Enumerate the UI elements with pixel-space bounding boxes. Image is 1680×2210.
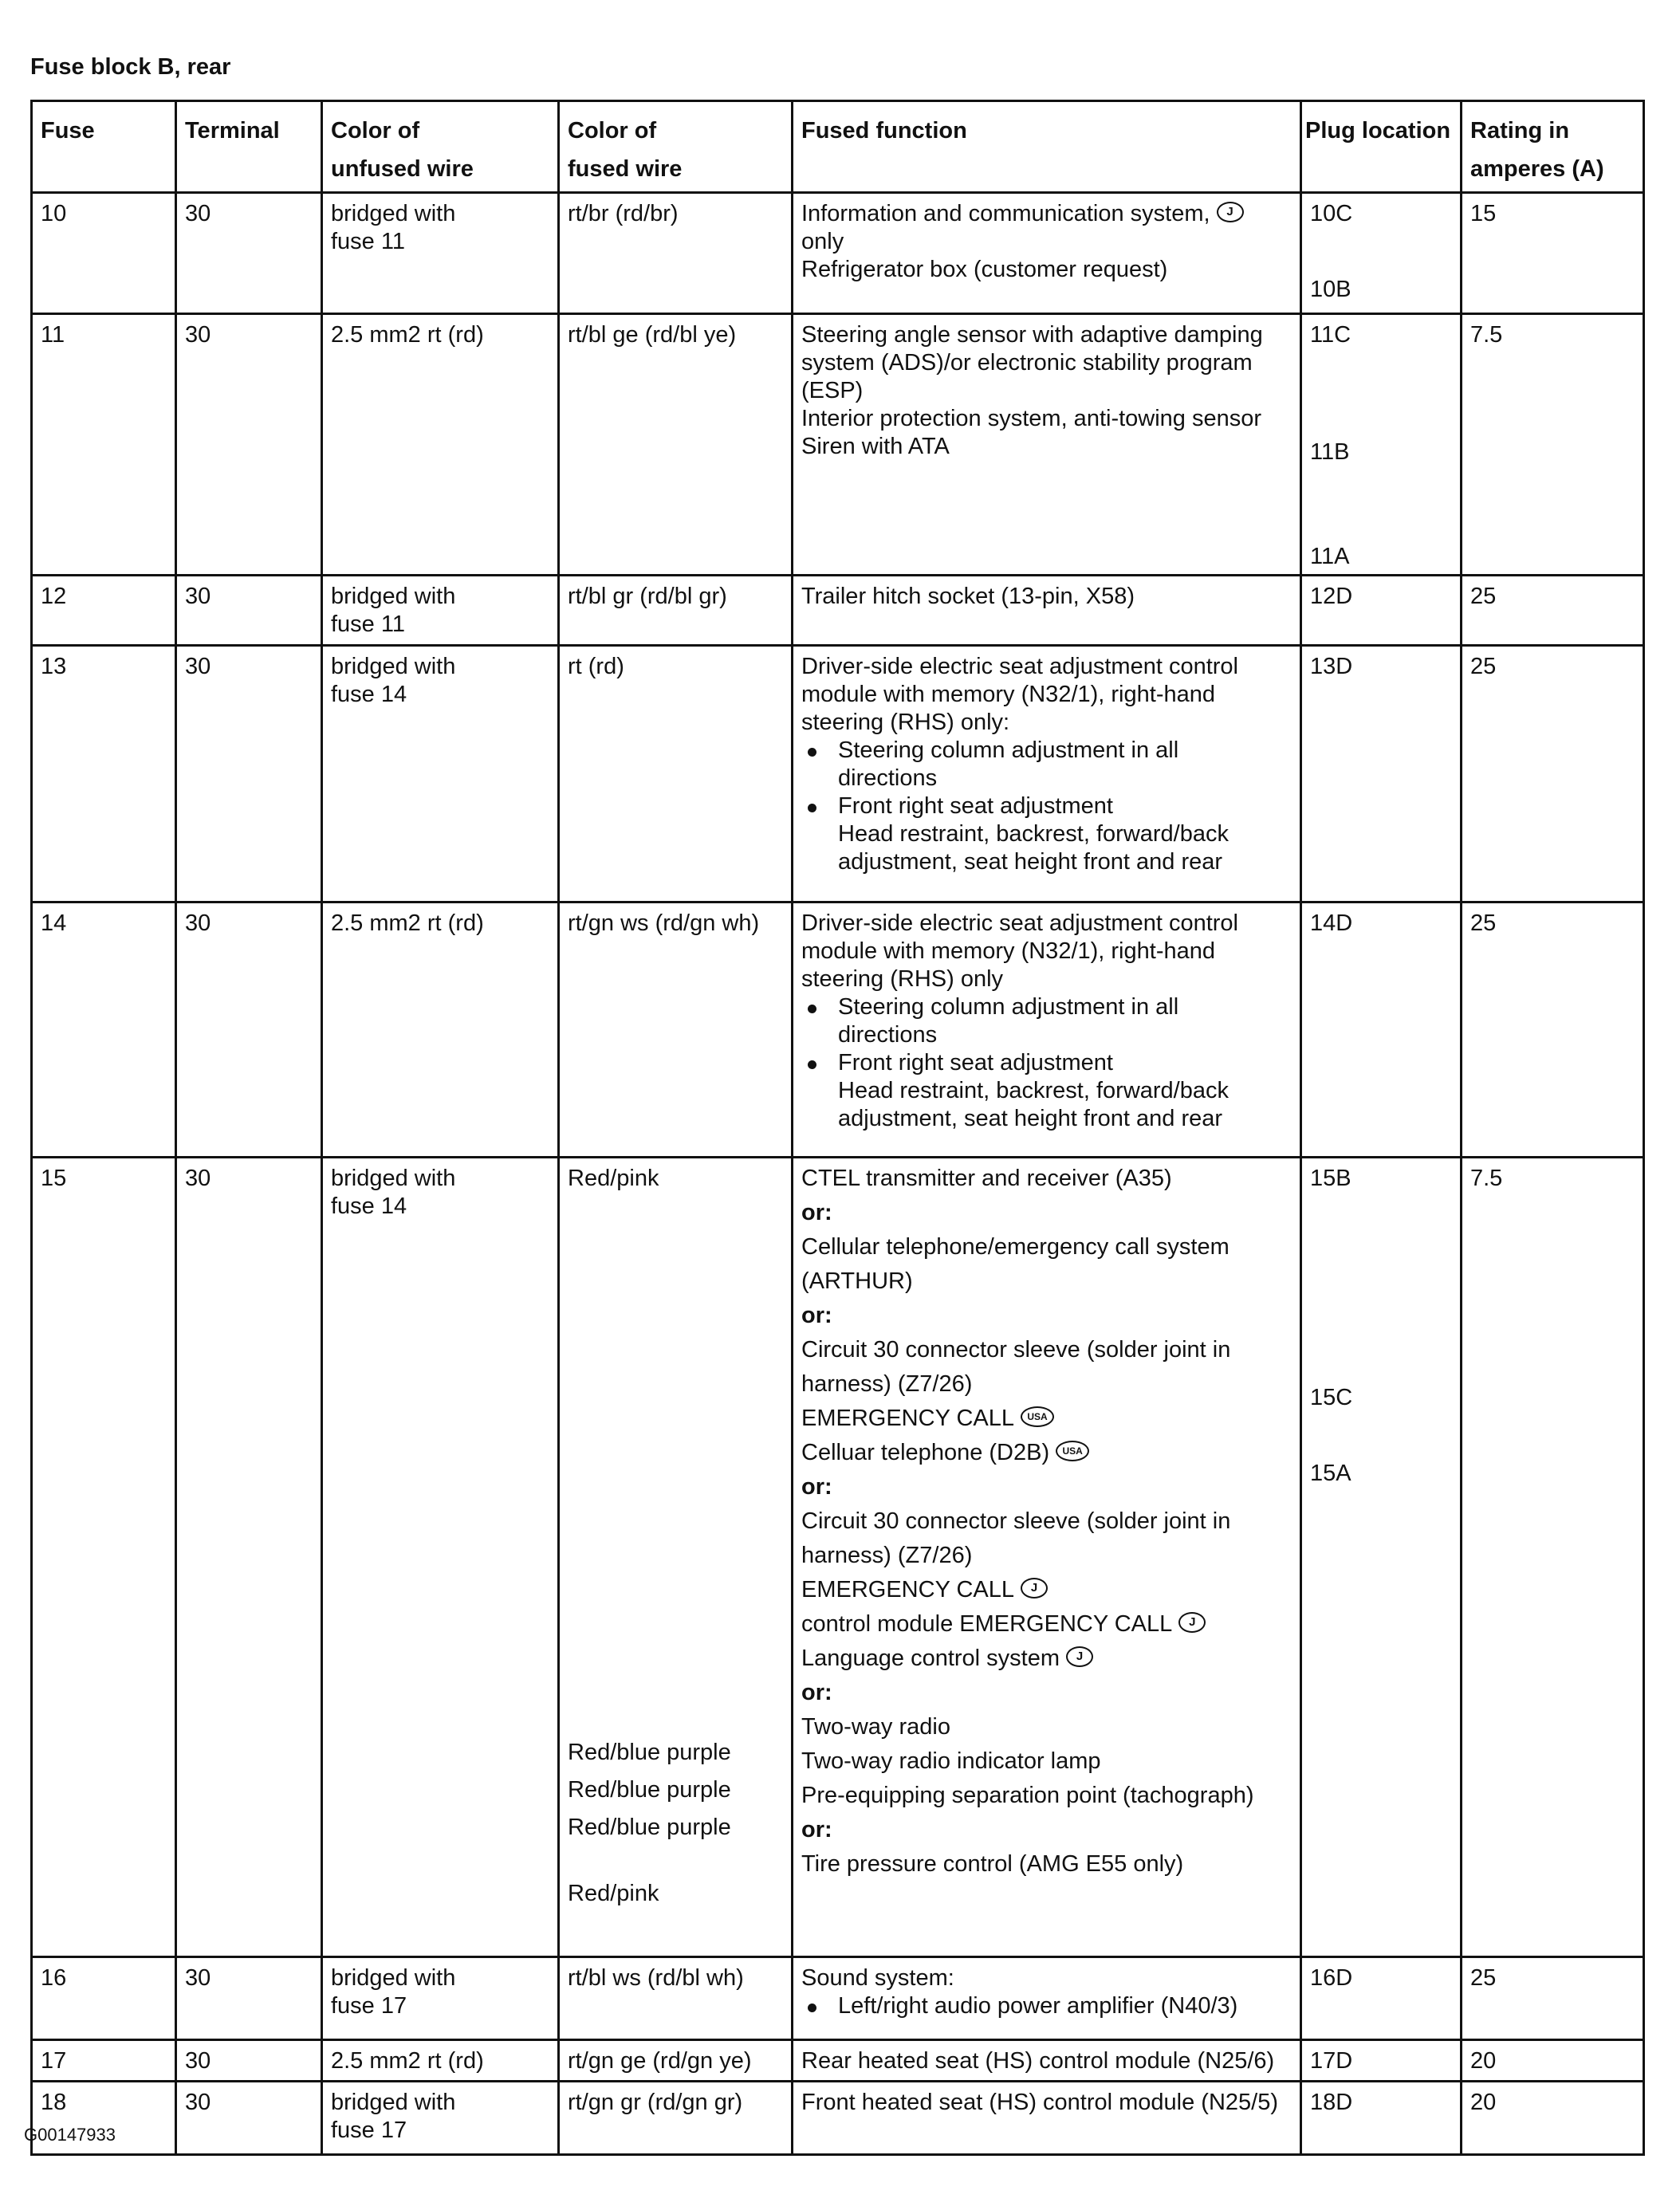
rating-cell: 25 bbox=[1462, 1957, 1644, 2040]
function-text: Left/right audio power amplifier (N40/3) bbox=[838, 1993, 1238, 2019]
fused-function-cell bbox=[793, 2040, 1301, 2082]
function-line bbox=[801, 2089, 1292, 2117]
function-text: Front right seat adjustment bbox=[838, 793, 1113, 819]
header-fuse: Fuse bbox=[32, 101, 176, 193]
fused-wire-cell bbox=[559, 576, 793, 646]
fused-wire-cell bbox=[559, 193, 793, 314]
plug-location: 10B bbox=[1310, 277, 1351, 302]
table-row bbox=[32, 2040, 1644, 2082]
fused-wire-line: rt/br (rd/br) bbox=[568, 201, 679, 226]
plug-location: 16D bbox=[1310, 1965, 1353, 1991]
or-separator bbox=[801, 1679, 1292, 1707]
or-separator bbox=[801, 1816, 1292, 1844]
fuse-number-cell: 13 bbox=[32, 646, 176, 902]
function-line bbox=[801, 1439, 1292, 1467]
fused-wire-line: Red/pink bbox=[568, 1881, 659, 1906]
unfused-wire-cell bbox=[322, 193, 559, 314]
function-line bbox=[801, 1713, 1292, 1741]
fused-function-cell bbox=[793, 1158, 1301, 1957]
plug-location: 14D bbox=[1310, 910, 1353, 936]
plug-location-cell bbox=[1301, 902, 1462, 1158]
function-text: Sound system: bbox=[801, 1965, 954, 1991]
plug-location-cell bbox=[1301, 646, 1462, 902]
unfused-wire-line: bridged with bbox=[331, 584, 456, 609]
terminal-cell: 30 bbox=[176, 576, 322, 646]
usa-market-icon: USA bbox=[1021, 1406, 1054, 1427]
fused-wire-cell bbox=[559, 1158, 793, 1957]
function-line bbox=[801, 965, 1292, 993]
header-unfused-wire: Color of unfused wire bbox=[322, 101, 559, 193]
header-fused-wire: Color of fused wire bbox=[559, 101, 793, 193]
header-plug-location: Plug location bbox=[1301, 101, 1462, 193]
or-separator bbox=[801, 1302, 1292, 1330]
function-text: Head restraint, backrest, forward/back bbox=[838, 821, 1229, 847]
function-text: directions bbox=[838, 1022, 938, 1048]
fused-wire-cell bbox=[559, 1957, 793, 2040]
function-line bbox=[801, 1268, 1292, 1296]
function-line bbox=[801, 1992, 1292, 2020]
function-text: Cellular telephone/emergency call system bbox=[801, 1234, 1230, 1260]
fuse-number-cell: 17 bbox=[32, 2040, 176, 2082]
plug-location: 12D bbox=[1310, 584, 1353, 609]
function-line bbox=[801, 321, 1292, 349]
unfused-wire-cell bbox=[322, 902, 559, 1158]
plug-location: 11B bbox=[1310, 439, 1350, 465]
terminal-cell: 30 bbox=[176, 1158, 322, 1957]
fuse-number-cell: 10 bbox=[32, 193, 176, 314]
function-text: or: bbox=[801, 1474, 832, 1500]
function-line bbox=[801, 1077, 1292, 1105]
function-text: Siren with ATA bbox=[801, 434, 950, 459]
fuse-number-cell: 12 bbox=[32, 576, 176, 646]
function-text: Trailer hitch socket (13-pin, X58) bbox=[801, 584, 1135, 609]
plug-location-cell bbox=[1301, 1957, 1462, 2040]
fused-wire-cell bbox=[559, 646, 793, 902]
function-text: (ARTHUR) bbox=[801, 1268, 913, 1294]
function-line bbox=[801, 848, 1292, 876]
fuse-number-cell: 14 bbox=[32, 902, 176, 1158]
rating-cell: 25 bbox=[1462, 646, 1644, 902]
fuse-number-cell: 18 bbox=[32, 2082, 176, 2155]
fused-wire-line: rt/bl ws (rd/bl wh) bbox=[568, 1965, 744, 1991]
function-text: Driver-side electric seat adjustment control bbox=[801, 910, 1238, 936]
fused-function-cell bbox=[793, 193, 1301, 314]
fused-wire-cell bbox=[559, 2040, 793, 2082]
function-line bbox=[801, 792, 1292, 820]
function-text: or: bbox=[801, 1200, 832, 1225]
function-text: only bbox=[801, 229, 844, 254]
usa-market-icon: USA bbox=[1056, 1441, 1089, 1461]
plug-location: 15A bbox=[1310, 1461, 1351, 1486]
unfused-wire-line: 2.5 mm2 rt (rd) bbox=[331, 910, 484, 936]
fuse-number-cell: 15 bbox=[32, 1158, 176, 1957]
fused-wire-line: rt/bl gr (rd/bl gr) bbox=[568, 584, 727, 609]
fused-wire-cell bbox=[559, 902, 793, 1158]
page-title: Fuse block B, rear bbox=[30, 54, 231, 80]
unfused-wire-cell bbox=[322, 2082, 559, 2155]
plug-location-cell bbox=[1301, 2040, 1462, 2082]
function-text: steering (RHS) only: bbox=[801, 710, 1010, 735]
unfused-wire-line: bridged with bbox=[331, 201, 456, 226]
unfused-wire-line: 2.5 mm2 rt (rd) bbox=[331, 2048, 484, 2074]
plug-location: 17D bbox=[1310, 2048, 1353, 2074]
table-row bbox=[32, 2082, 1644, 2155]
function-text: Interior protection system, anti-towing sensor bbox=[801, 406, 1262, 431]
table-row bbox=[32, 314, 1644, 576]
fused-wire-line: Red/blue purple bbox=[568, 1777, 731, 1803]
function-text: Head restraint, backrest, forward/back bbox=[838, 1078, 1229, 1103]
function-line bbox=[801, 1964, 1292, 1992]
unfused-wire-line: bridged with bbox=[331, 654, 456, 679]
rating-cell: 7.5 bbox=[1462, 314, 1644, 576]
fused-wire-line: rt/gn gr (rd/gn gr) bbox=[568, 2090, 743, 2115]
function-text: harness) (Z7/26) bbox=[801, 1543, 973, 1568]
function-line bbox=[801, 1542, 1292, 1570]
japan-market-icon: J bbox=[1066, 1646, 1093, 1667]
function-line bbox=[801, 653, 1292, 681]
fused-function-cell bbox=[793, 902, 1301, 1158]
plug-location-cell bbox=[1301, 314, 1462, 576]
function-line bbox=[801, 765, 1292, 792]
function-text: (ESP) bbox=[801, 378, 864, 403]
function-text: Celluar telephone (D2B) bbox=[801, 1440, 1050, 1465]
fuse-number-cell: 16 bbox=[32, 1957, 176, 2040]
header-rating: Rating in amperes (A) bbox=[1462, 101, 1644, 193]
fused-function-cell bbox=[793, 2082, 1301, 2155]
function-line bbox=[801, 820, 1292, 848]
function-text: Circuit 30 connector sleeve (solder joint in bbox=[801, 1337, 1231, 1363]
japan-market-icon: J bbox=[1178, 1612, 1206, 1633]
fused-wire-line: rt (rd) bbox=[568, 654, 624, 679]
function-line bbox=[801, 1049, 1292, 1077]
japan-market-icon: J bbox=[1021, 1578, 1048, 1599]
terminal-cell: 30 bbox=[176, 1957, 322, 2040]
function-text: or: bbox=[801, 1303, 832, 1328]
function-text: Front heated seat (HS) control module (N25/5) bbox=[801, 2090, 1278, 2115]
table-row bbox=[32, 193, 1644, 314]
function-line bbox=[801, 1782, 1292, 1810]
function-line bbox=[801, 1021, 1292, 1049]
or-separator bbox=[801, 1199, 1292, 1227]
fused-wire-line: rt/gn ws (rd/gn wh) bbox=[568, 910, 760, 936]
plug-location: 15C bbox=[1310, 1385, 1353, 1410]
function-text: Driver-side electric seat adjustment control bbox=[801, 654, 1238, 679]
function-text: directions bbox=[838, 765, 938, 791]
unfused-wire-cell bbox=[322, 1957, 559, 2040]
function-text: Rear heated seat (HS) control module (N25/6) bbox=[801, 2048, 1275, 2074]
fused-wire-cell bbox=[559, 314, 793, 576]
function-text: Language control system bbox=[801, 1646, 1060, 1671]
function-line bbox=[801, 1645, 1292, 1673]
terminal-cell: 30 bbox=[176, 646, 322, 902]
function-line bbox=[801, 1850, 1292, 1878]
terminal-cell: 30 bbox=[176, 2082, 322, 2155]
function-line bbox=[801, 709, 1292, 737]
function-text: EMERGENCY CALL bbox=[801, 1577, 1014, 1602]
function-text: Refrigerator box (customer request) bbox=[801, 257, 1168, 282]
fused-wire-line: rt/bl ge (rd/bl ye) bbox=[568, 322, 737, 348]
terminal-cell: 30 bbox=[176, 314, 322, 576]
image-code: G00147933 bbox=[24, 2125, 116, 2145]
unfused-wire-cell bbox=[322, 646, 559, 902]
unfused-wire-line: bridged with bbox=[331, 2090, 456, 2115]
function-text: harness) (Z7/26) bbox=[801, 1371, 973, 1397]
fused-function-cell bbox=[793, 314, 1301, 576]
japan-market-icon: J bbox=[1217, 202, 1244, 222]
function-text: adjustment, seat height front and rear bbox=[838, 849, 1223, 875]
fused-function-cell bbox=[793, 576, 1301, 646]
terminal-cell: 30 bbox=[176, 2040, 322, 2082]
function-text: control module EMERGENCY CALL bbox=[801, 1611, 1173, 1637]
function-text: Tire pressure control (AMG E55 only) bbox=[801, 1851, 1184, 1877]
function-line bbox=[801, 1576, 1292, 1604]
plug-location-cell bbox=[1301, 1158, 1462, 1957]
fused-wire-line: rt/gn ge (rd/gn ye) bbox=[568, 2048, 752, 2074]
function-text: Steering column adjustment in all bbox=[838, 994, 1179, 1020]
table-row bbox=[32, 646, 1644, 902]
plug-location: 11A bbox=[1310, 544, 1350, 569]
function-line bbox=[801, 405, 1292, 433]
fused-wire-line: Red/pink bbox=[568, 1166, 659, 1191]
terminal-cell: 30 bbox=[176, 902, 322, 1158]
function-text: Steering column adjustment in all bbox=[838, 737, 1179, 763]
fuse-number-cell: 11 bbox=[32, 314, 176, 576]
unfused-wire-line: fuse 17 bbox=[331, 1993, 407, 2019]
function-text: Pre-equipping separation point (tachograph) bbox=[801, 1783, 1254, 1808]
fuse-table-body bbox=[32, 193, 1644, 2155]
plug-location: 13D bbox=[1310, 654, 1353, 679]
function-text: CTEL transmitter and receiver (A35) bbox=[801, 1166, 1172, 1191]
function-line bbox=[801, 1233, 1292, 1261]
function-line bbox=[801, 583, 1292, 611]
function-line bbox=[801, 349, 1292, 377]
function-text: Two-way radio indicator lamp bbox=[801, 1748, 1101, 1774]
unfused-wire-cell bbox=[322, 2040, 559, 2082]
unfused-wire-cell bbox=[322, 576, 559, 646]
unfused-wire-line: bridged with bbox=[331, 1965, 456, 1991]
unfused-wire-cell bbox=[322, 314, 559, 576]
unfused-wire-line: bridged with bbox=[331, 1166, 456, 1191]
unfused-wire-line: fuse 11 bbox=[331, 611, 405, 637]
function-line bbox=[801, 910, 1292, 938]
function-line bbox=[801, 1748, 1292, 1775]
rating-cell: 25 bbox=[1462, 902, 1644, 1158]
rating-cell: 20 bbox=[1462, 2040, 1644, 2082]
header-fused-function: Fused function bbox=[793, 101, 1301, 193]
plug-location: 11C bbox=[1310, 322, 1351, 348]
function-text: Circuit 30 connector sleeve (solder joint in bbox=[801, 1508, 1231, 1534]
plug-location: 18D bbox=[1310, 2090, 1353, 2115]
function-line bbox=[801, 681, 1292, 709]
function-text: or: bbox=[801, 1817, 832, 1842]
function-line bbox=[801, 1105, 1292, 1133]
function-text: Front right seat adjustment bbox=[838, 1050, 1113, 1076]
or-separator bbox=[801, 1473, 1292, 1501]
unfused-wire-line: fuse 17 bbox=[331, 2118, 407, 2143]
table-row bbox=[32, 1158, 1644, 1957]
fused-wire-line: Red/blue purple bbox=[568, 1740, 731, 1765]
function-text: Steering angle sensor with adaptive damping bbox=[801, 322, 1263, 348]
function-line bbox=[801, 2047, 1292, 2075]
terminal-cell: 30 bbox=[176, 193, 322, 314]
function-text: steering (RHS) only bbox=[801, 966, 1004, 992]
function-line bbox=[801, 1165, 1292, 1193]
function-line bbox=[801, 377, 1292, 405]
fused-function-cell bbox=[793, 646, 1301, 902]
unfused-wire-line: fuse 11 bbox=[331, 229, 405, 254]
rating-cell: 7.5 bbox=[1462, 1158, 1644, 1957]
function-line bbox=[801, 938, 1292, 965]
fused-function-cell bbox=[793, 1957, 1301, 2040]
function-line bbox=[801, 1610, 1292, 1638]
function-line bbox=[801, 1336, 1292, 1364]
unfused-wire-cell bbox=[322, 1158, 559, 1957]
function-text: or: bbox=[801, 1680, 832, 1705]
function-line bbox=[801, 737, 1292, 765]
fused-wire-line: Red/blue purple bbox=[568, 1815, 731, 1840]
function-text: EMERGENCY CALL bbox=[801, 1406, 1014, 1431]
function-line bbox=[801, 1370, 1292, 1398]
unfused-wire-line: fuse 14 bbox=[331, 682, 407, 707]
plug-location-cell bbox=[1301, 2082, 1462, 2155]
table-row bbox=[32, 902, 1644, 1158]
function-line bbox=[801, 200, 1292, 228]
function-text: adjustment, seat height front and rear bbox=[838, 1106, 1223, 1131]
function-text: module with memory (N32/1), right-hand bbox=[801, 682, 1215, 707]
function-text: module with memory (N32/1), right-hand bbox=[801, 938, 1215, 964]
function-line bbox=[801, 228, 1292, 256]
plug-location: 15B bbox=[1310, 1166, 1351, 1191]
function-line bbox=[801, 1508, 1292, 1536]
fused-wire-cell bbox=[559, 2082, 793, 2155]
function-text: system (ADS)/or electronic stability program bbox=[801, 350, 1253, 376]
table-row bbox=[32, 576, 1644, 646]
table-row bbox=[32, 1957, 1644, 2040]
function-line bbox=[801, 256, 1292, 284]
function-text: Information and communication system, bbox=[801, 201, 1210, 226]
rating-cell: 15 bbox=[1462, 193, 1644, 314]
function-line bbox=[801, 433, 1292, 461]
plug-location-cell bbox=[1301, 576, 1462, 646]
function-line bbox=[801, 993, 1292, 1021]
plug-location: 10C bbox=[1310, 201, 1353, 226]
header-terminal: Terminal bbox=[176, 101, 322, 193]
rating-cell: 25 bbox=[1462, 576, 1644, 646]
rating-cell: 20 bbox=[1462, 2082, 1644, 2155]
plug-location-cell bbox=[1301, 193, 1462, 314]
function-text: Two-way radio bbox=[801, 1714, 950, 1740]
function-line bbox=[801, 1405, 1292, 1433]
unfused-wire-line: fuse 14 bbox=[331, 1193, 407, 1219]
fuse-table bbox=[30, 100, 1645, 2156]
unfused-wire-line: 2.5 mm2 rt (rd) bbox=[331, 322, 484, 348]
table-header-row bbox=[32, 101, 1644, 193]
